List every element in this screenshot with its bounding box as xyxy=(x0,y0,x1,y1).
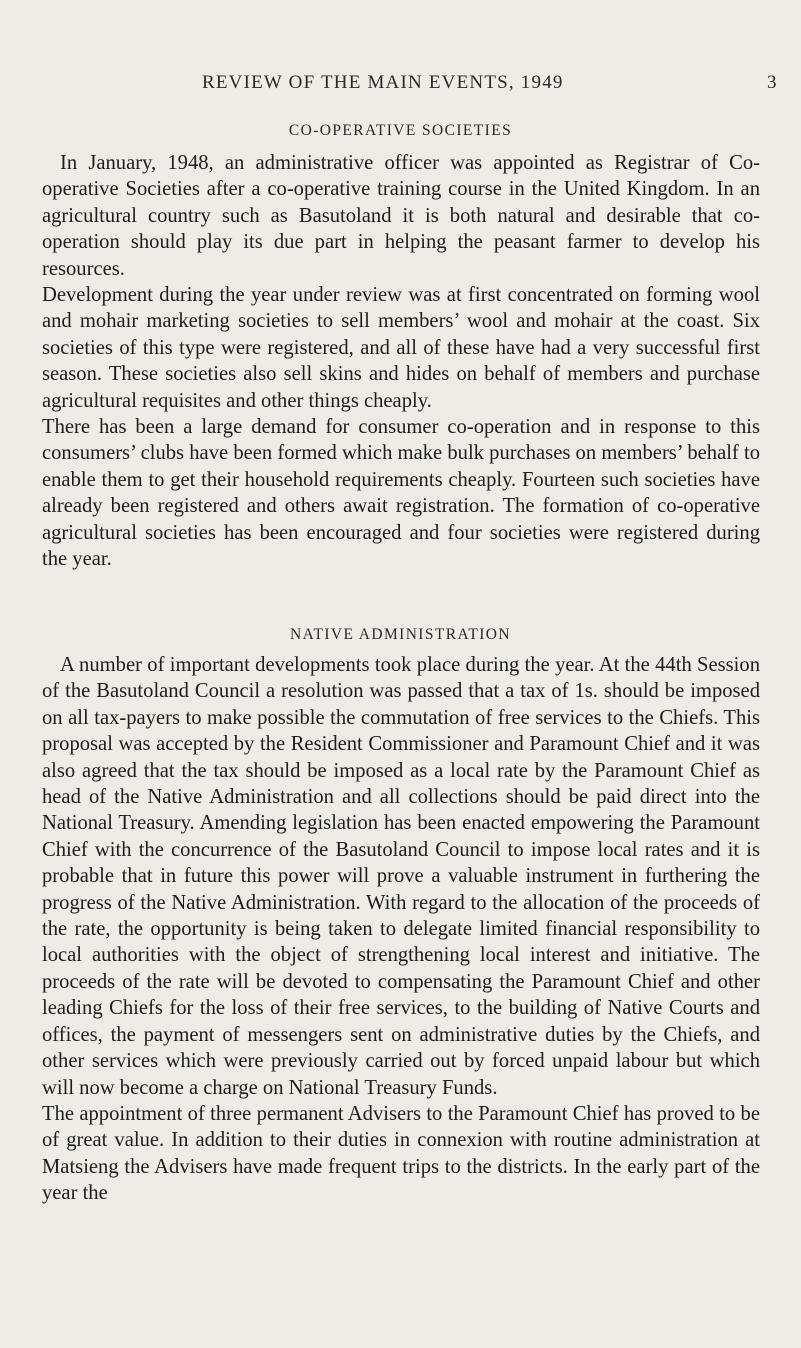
running-header xyxy=(0,72,801,102)
paragraph: A number of important developments took place during the year. At the 44th Session of the Basutoland Council a resolution was passed that a tax of 1s. should be imposed on all tax-payers to make possible the commutation of free services to the Chiefs. This proposal was accepted by the Resident Commissioner and Paramount Chief and it was also agreed that the tax should be imposed as a local rate by the Paramount Chief as head of the Native Administration and all collections should be paid direct into the National Treasury. Amending legislation has been enacted empowering the Paramount Chief with the concurrence of the Basutoland Council to impose local rates and it is probable that in future this power will prove a valuable instrument in furthering the progress of the Native Administration. With regard to the allocation of the proceeds of the rate, the opportunity is being taken to delegate limited financial responsibility to local authorities with the object of strengthening local interest and initiative. The proceeds of the rate will be devoted to compensating the Paramount Chief and other leading Chiefs for the loss of their free services, to the building of Native Courts and offices, the payment of messengers sent on administrative duties by the Chiefs, and other services which were previously carried out by forced unpaid labour but which will now become a charge on National Treasury Funds. xyxy=(42,654,760,1099)
section-heading-co-operative-societies: CO-OPERATIVE SOCIETIES xyxy=(288,122,513,139)
paragraph: There has been a large demand for consumer co-operation and in response to this consumers’ clubs have been formed which make bulk purchases on members’ behalf to enable them to get their household requirements cheaply. Fourteen such societies have already been registered and others await registration. The formation of co-operative agricultural societies has been encouraged and four societies were registered during the year. xyxy=(42,416,760,571)
section-body-native-administration xyxy=(42,652,760,1207)
page-number: 3 xyxy=(767,72,777,93)
paragraph: Development during the year under review was at first concentrated on forming wool and mohair marketing societies to sell members’ wool and mohair at the coast. Six societies of this type were registered, and all of these have had a very successful first season. These societies also sell skins and hides on behalf of members and purchase agricultural requisites and other things cheaply. xyxy=(42,284,760,412)
running-title: REVIEW OF THE MAIN EVENTS, 1949 xyxy=(202,72,564,93)
section-heading-native-administration: NATIVE ADMINISTRATION xyxy=(290,626,511,643)
paragraph: The appointment of three permanent Advisers to the Paramount Chief has proved to be of great value. In addition to their duties in connexion with routine administration at Matsieng the Advisers have made frequent trips to the districts. In the early part of the year the xyxy=(42,1102,760,1205)
section-body-co-operative-societies xyxy=(42,150,760,573)
paragraph: In January, 1948, an administrative officer was appointed as Registrar of Co-operative Societies after a co-operative training course in the United Kingdom. In an agricultural country such as Basutoland it is both natural and desirable that co-operation should play its due part in helping the peasant farmer to develop his resources. xyxy=(42,152,760,280)
